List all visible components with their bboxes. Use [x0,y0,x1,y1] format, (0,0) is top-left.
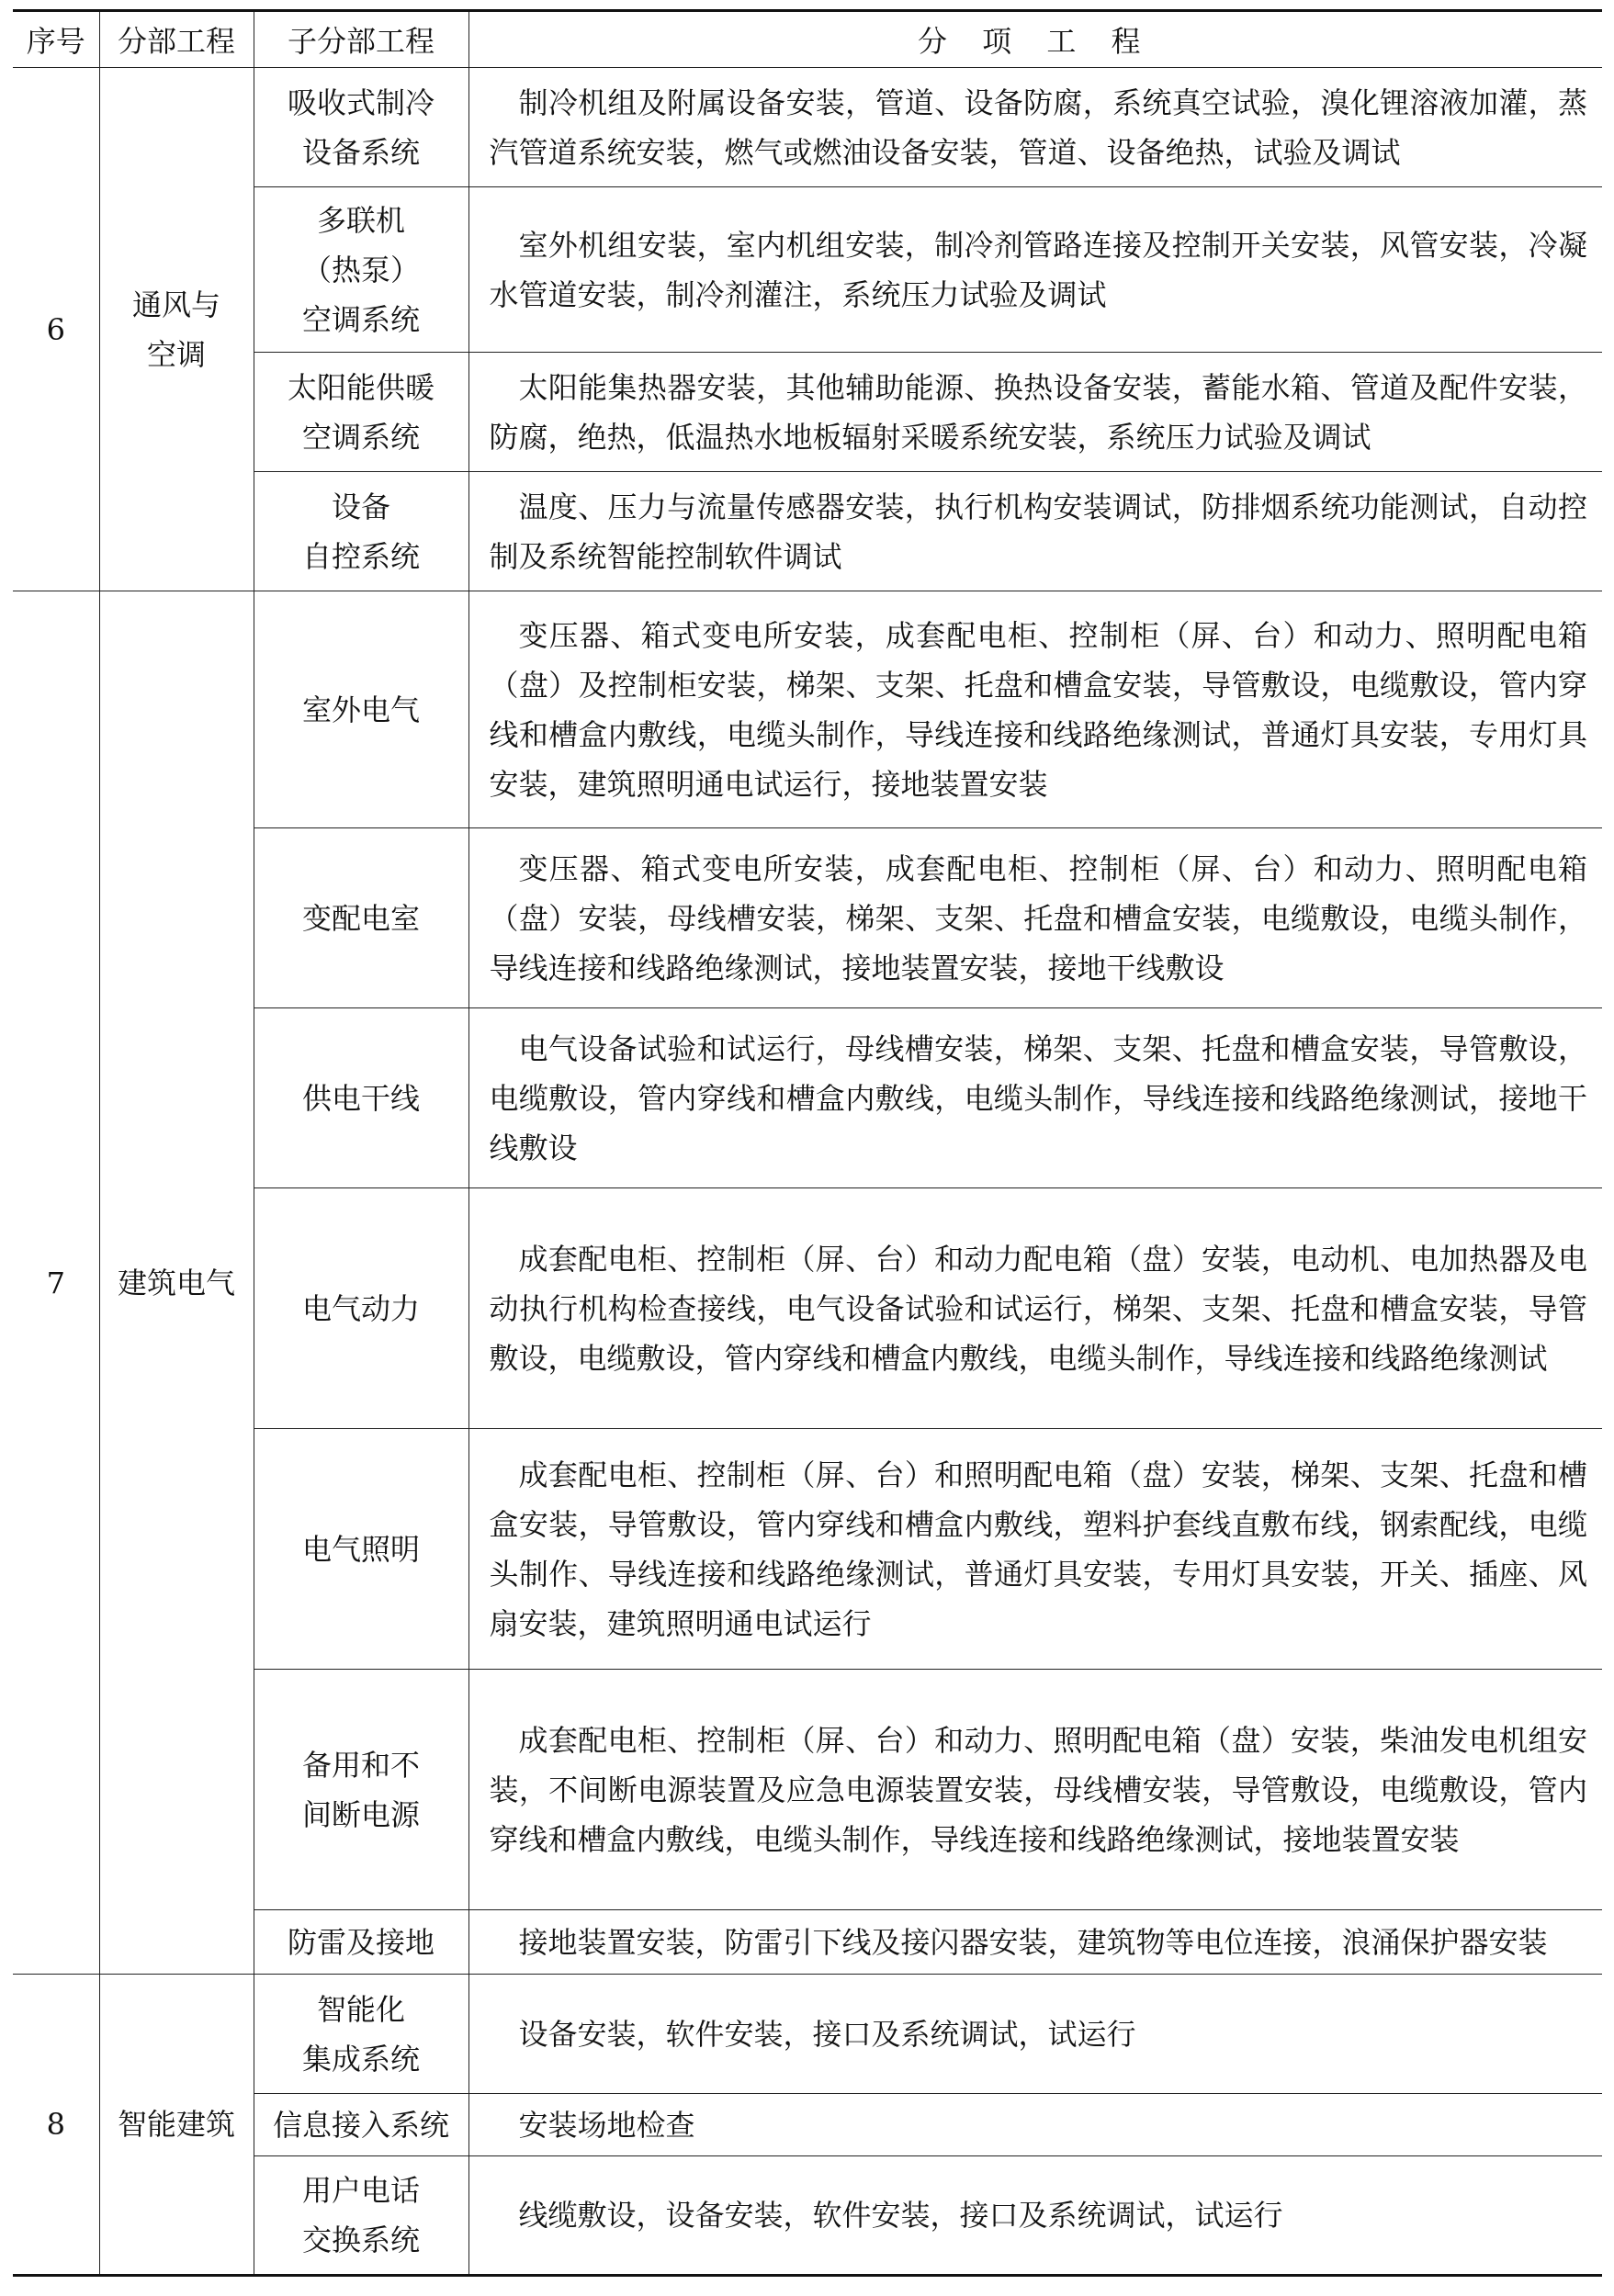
seq-cell: 7 [13,591,99,1975]
items-cell: 接地装置安装，防雷引下线及接闪器安装，建筑物等电位连接，浪涌保护器安装 [468,1910,1602,1975]
items-cell: 成套配电柜、控制柜（屏、台）和动力、照明配电箱（盘）安装，柴油发电机组安装，不间断电源装置及应急电源装置安装，母线槽安装，导管敷设，电缆敷设，管内穿线和槽盒内敷线，电缆头制作，导线连接和线路绝缘测试，接地装置安装 [468,1670,1602,1910]
items-cell: 温度、压力与流量传感器安装，执行机构安装调试，防排烟系统功能测试，自动控制及系统智能控制软件调试 [468,472,1602,591]
sub-division-cell: 多联机 （热泵） 空调系统 [254,187,468,353]
sub-division-cell: 电气照明 [254,1429,468,1670]
sub-division-cell: 供电干线 [254,1008,468,1188]
document-page [13,9,1602,2277]
items-cell: 线缆敷设，设备安装，软件安装，接口及系统调试，试运行 [468,2156,1602,2276]
division-cell: 智能建筑 [99,1975,254,2276]
sub-division-cell: 设备 自控系统 [254,472,468,591]
table-header-row [13,11,1602,68]
items-cell: 室外机组安装，室内机组安装，制冷剂管路连接及控制开关安装，风管安装，冷凝水管道安装，制冷剂灌注，系统压力试验及调试 [468,187,1602,353]
sub-division-cell: 吸收式制冷 设备系统 [254,68,468,187]
items-cell: 制冷机组及附属设备安装，管道、设备防腐，系统真空试验，溴化锂溶液加灌，蒸汽管道系统安装，燃气或燃油设备安装，管道、设备绝热，试验及调试 [468,68,1602,187]
seq-cell: 6 [13,68,99,591]
items-cell: 安装场地检查 [468,2094,1602,2156]
header-seq: 序号 [13,11,99,68]
header-division: 分部工程 [99,11,254,68]
sub-division-cell: 防雷及接地 [254,1910,468,1975]
sub-division-cell: 室外电气 [254,591,468,828]
table-row [13,68,1602,187]
items-cell: 成套配电柜、控制柜（屏、台）和照明配电箱（盘）安装，梯架、支架、托盘和槽盒安装，导管敷设，管内穿线和槽盒内敷线，塑料护套线直敷布线，钢索配线，电缆头制作、导线连接和线路绝缘测试，普通灯具安装，专用灯具安装，开关、插座、风扇安装，建筑照明通电试运行 [468,1429,1602,1670]
sub-division-cell: 备用和不 间断电源 [254,1670,468,1910]
division-cell: 通风与 空调 [99,68,254,591]
seq-cell: 8 [13,1975,99,2276]
items-cell: 变压器、箱式变电所安装，成套配电柜、控制柜（屏、台）和动力、照明配电箱（盘）及控制柜安装，梯架、支架、托盘和槽盒安装，导管敷设，电缆敷设，管内穿线和槽盒内敷线，电缆头制作，导线连接和线路绝缘测试，普通灯具安装，专用灯具安装，建筑照明通电试运行，接地装置安装 [468,591,1602,828]
sub-division-cell: 变配电室 [254,828,468,1008]
sub-division-cell: 太阳能供暖 空调系统 [254,353,468,472]
items-cell: 太阳能集热器安装，其他辅助能源、换热设备安装，蓄能水箱、管道及配件安装，防腐，绝热，低温热水地板辐射采暖系统安装，系统压力试验及调试 [468,353,1602,472]
sub-division-cell: 电气动力 [254,1188,468,1429]
items-cell: 设备安装，软件安装，接口及系统调试，试运行 [468,1975,1602,2094]
sub-division-cell: 用户电话 交换系统 [254,2156,468,2276]
header-items: 分 项 工 程 [468,11,1602,68]
header-sub-division: 子分部工程 [254,11,468,68]
items-cell: 变压器、箱式变电所安装，成套配电柜、控制柜（屏、台）和动力、照明配电箱（盘）安装，母线槽安装，梯架、支架、托盘和槽盒安装，电缆敷设，电缆头制作，导线连接和线路绝缘测试，接地装置安装，接地干线敷设 [468,828,1602,1008]
sub-division-cell: 信息接入系统 [254,2094,468,2156]
division-cell: 建筑电气 [99,591,254,1975]
items-cell: 成套配电柜、控制柜（屏、台）和动力配电箱（盘）安装，电动机、电加热器及电动执行机构检查接线，电气设备试验和试运行，梯架、支架、托盘和槽盒安装，导管敷设，电缆敷设，管内穿线和槽盒内敷线，电缆头制作，导线连接和线路绝缘测试 [468,1188,1602,1429]
sub-division-cell: 智能化 集成系统 [254,1975,468,2094]
engineering-division-table [13,9,1602,2277]
items-cell: 电气设备试验和试运行，母线槽安装，梯架、支架、托盘和槽盒安装，导管敷设，电缆敷设，管内穿线和槽盒内敷线，电缆头制作，导线连接和线路绝缘测试，接地干线敷设 [468,1008,1602,1188]
table-row [13,591,1602,828]
table-row [13,1975,1602,2094]
